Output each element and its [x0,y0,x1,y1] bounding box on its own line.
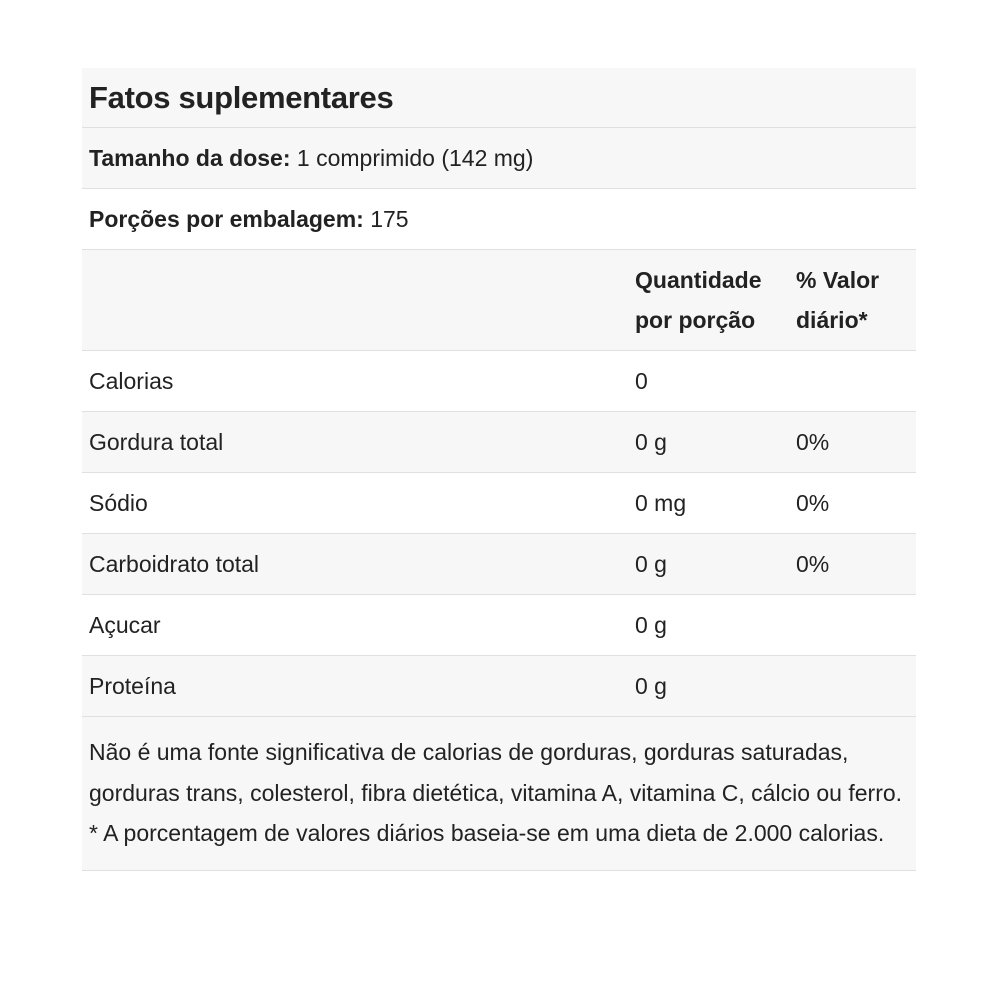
table-row [82,351,916,412]
nutrient-amount: 0 g [635,612,667,638]
nutrient-name: Gordura total [89,428,224,455]
nutrient-amount: 0 g [635,673,667,699]
nutrient-amount: 0 [635,368,648,394]
serving-size-label: Tamanho da dose: [89,144,291,171]
nutrient-daily-value: 0% [796,490,830,516]
serving-size-row [82,128,916,189]
nutrient-amount: 0 g [635,551,667,577]
nutrient-daily-value: 0% [796,551,830,577]
servings-per-container-value: 175 [370,205,409,232]
nutrient-name: Carboidrato total [89,550,260,577]
nutrient-name: Calorias [89,367,174,394]
amount-header-line1: Quantidade [635,267,762,293]
title-row [82,68,916,128]
amount-header-line2: por porção [635,307,756,333]
panel-title: Fatos suplementares [89,79,394,115]
table-row [82,534,916,595]
nutrient-name: Açucar [89,611,161,638]
supplement-facts-table [82,68,916,871]
column-header-daily-value [796,260,916,340]
footnote-block [82,717,916,871]
nutrient-name: Proteína [89,672,176,699]
table-row [82,473,916,534]
nutrient-name: Sódio [89,489,148,516]
footnote-text: Não é uma fonte significativa de calorias de gorduras, gorduras saturadas, gorduras trans, colesterol, fibra dietética, vitamina A, vitamina C, cálcio ou ferro. [89,739,903,806]
servings-per-container-label: Porções por embalagem: [89,205,364,232]
dv-header-line2: diário* [796,307,868,333]
column-header-amount [635,260,796,340]
table-row [82,412,916,473]
nutrient-daily-value: 0% [796,429,830,455]
table-row [82,595,916,656]
column-header-row [82,250,916,351]
table-row [82,656,916,717]
serving-size-value: 1 comprimido (142 mg) [296,144,534,171]
nutrient-amount: 0 g [635,429,667,455]
daily-value-note: * A porcentagem de valores diários baseia-se em uma dieta de 2.000 calorias. [89,820,885,846]
servings-per-container-row [82,189,916,250]
nutrient-amount: 0 mg [635,490,687,516]
dv-header-line1: % Valor [796,267,880,293]
